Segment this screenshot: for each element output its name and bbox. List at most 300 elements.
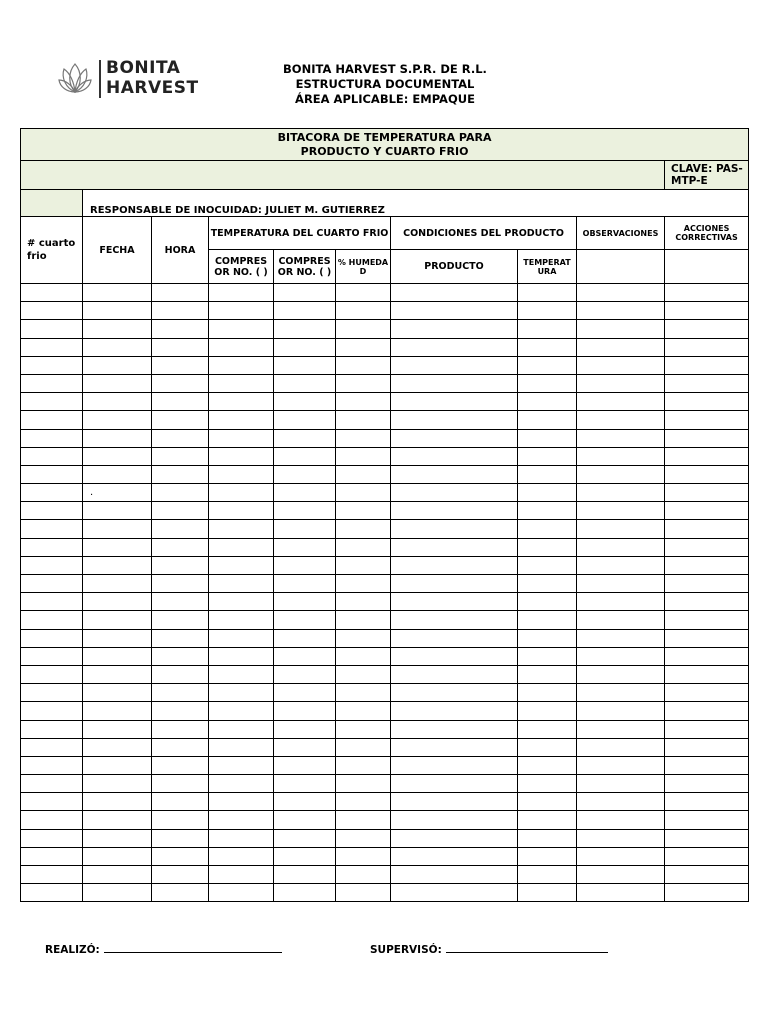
- cell-compressor-1[interactable]: [209, 302, 274, 320]
- cell-temperature[interactable]: [518, 356, 577, 374]
- cell-humidity[interactable]: [336, 738, 391, 756]
- cell-compressor-2[interactable]: [274, 793, 336, 811]
- cell-temperature[interactable]: [518, 811, 577, 829]
- cell-observations[interactable]: [577, 629, 665, 647]
- cell-cold-room[interactable]: [21, 374, 83, 392]
- cell-compressor-2[interactable]: [274, 847, 336, 865]
- cell-corrective-actions[interactable]: [665, 320, 749, 338]
- cell-observations[interactable]: [577, 884, 665, 902]
- cell-temperature[interactable]: [518, 374, 577, 392]
- cell-date[interactable]: [83, 720, 152, 738]
- cell-cold-room[interactable]: [21, 393, 83, 411]
- cell-time[interactable]: [152, 665, 209, 683]
- cell-observations[interactable]: [577, 320, 665, 338]
- cell-temperature[interactable]: [518, 284, 577, 302]
- cell-observations[interactable]: [577, 866, 665, 884]
- cell-compressor-2[interactable]: [274, 520, 336, 538]
- cell-compressor-2[interactable]: [274, 374, 336, 392]
- cell-corrective-actions[interactable]: [665, 684, 749, 702]
- cell-observations[interactable]: [577, 302, 665, 320]
- cell-time[interactable]: [152, 284, 209, 302]
- cell-compressor-1[interactable]: [209, 429, 274, 447]
- cell-product[interactable]: [391, 829, 518, 847]
- cell-compressor-1[interactable]: [209, 484, 274, 502]
- cell-date[interactable]: [83, 556, 152, 574]
- cell-observations[interactable]: [577, 647, 665, 665]
- cell-compressor-2[interactable]: [274, 829, 336, 847]
- cell-corrective-actions[interactable]: [665, 847, 749, 865]
- cell-compressor-2[interactable]: [274, 575, 336, 593]
- cell-corrective-actions[interactable]: [665, 793, 749, 811]
- cell-corrective-actions[interactable]: [665, 720, 749, 738]
- cell-temperature[interactable]: [518, 775, 577, 793]
- cell-compressor-1[interactable]: [209, 356, 274, 374]
- cell-compressor-2[interactable]: [274, 302, 336, 320]
- cell-product[interactable]: [391, 775, 518, 793]
- cell-date[interactable]: [83, 847, 152, 865]
- cell-temperature[interactable]: [518, 611, 577, 629]
- cell-time[interactable]: [152, 429, 209, 447]
- cell-compressor-1[interactable]: [209, 520, 274, 538]
- cell-temperature[interactable]: [518, 556, 577, 574]
- cell-date[interactable]: [83, 629, 152, 647]
- cell-cold-room[interactable]: [21, 447, 83, 465]
- cell-temperature[interactable]: [518, 847, 577, 865]
- cell-product[interactable]: [391, 465, 518, 483]
- cell-product[interactable]: [391, 538, 518, 556]
- cell-compressor-1[interactable]: [209, 447, 274, 465]
- cell-compressor-1[interactable]: [209, 284, 274, 302]
- cell-cold-room[interactable]: [21, 684, 83, 702]
- made-by-line[interactable]: [104, 942, 282, 953]
- cell-corrective-actions[interactable]: [665, 429, 749, 447]
- cell-compressor-2[interactable]: [274, 338, 336, 356]
- cell-humidity[interactable]: [336, 884, 391, 902]
- cell-product[interactable]: [391, 811, 518, 829]
- cell-compressor-1[interactable]: [209, 738, 274, 756]
- cell-corrective-actions[interactable]: [665, 338, 749, 356]
- cell-corrective-actions[interactable]: [665, 665, 749, 683]
- cell-humidity[interactable]: [336, 502, 391, 520]
- cell-cold-room[interactable]: [21, 593, 83, 611]
- cell-humidity[interactable]: [336, 775, 391, 793]
- cell-humidity[interactable]: [336, 756, 391, 774]
- cell-observations[interactable]: [577, 556, 665, 574]
- cell-compressor-1[interactable]: [209, 665, 274, 683]
- cell-temperature[interactable]: [518, 465, 577, 483]
- cell-temperature[interactable]: [518, 738, 577, 756]
- cell-observations[interactable]: [577, 702, 665, 720]
- cell-date[interactable]: [83, 338, 152, 356]
- cell-observations[interactable]: [577, 356, 665, 374]
- cell-compressor-1[interactable]: [209, 393, 274, 411]
- cell-time[interactable]: [152, 593, 209, 611]
- cell-observations[interactable]: [577, 538, 665, 556]
- cell-observations[interactable]: [577, 756, 665, 774]
- cell-observations[interactable]: [577, 829, 665, 847]
- cell-product[interactable]: [391, 320, 518, 338]
- cell-compressor-1[interactable]: [209, 866, 274, 884]
- cell-humidity[interactable]: [336, 665, 391, 683]
- cell-date[interactable]: [83, 702, 152, 720]
- cell-cold-room[interactable]: [21, 411, 83, 429]
- cell-cold-room[interactable]: [21, 356, 83, 374]
- cell-date[interactable]: [83, 520, 152, 538]
- cell-observations[interactable]: [577, 611, 665, 629]
- cell-compressor-1[interactable]: [209, 884, 274, 902]
- cell-compressor-1[interactable]: [209, 629, 274, 647]
- cell-corrective-actions[interactable]: [665, 465, 749, 483]
- cell-product[interactable]: [391, 793, 518, 811]
- cell-compressor-1[interactable]: [209, 756, 274, 774]
- cell-corrective-actions[interactable]: [665, 593, 749, 611]
- cell-temperature[interactable]: [518, 320, 577, 338]
- cell-time[interactable]: [152, 884, 209, 902]
- cell-cold-room[interactable]: [21, 484, 83, 502]
- cell-observations[interactable]: [577, 775, 665, 793]
- cell-observations[interactable]: [577, 502, 665, 520]
- cell-humidity[interactable]: [336, 356, 391, 374]
- cell-cold-room[interactable]: [21, 520, 83, 538]
- cell-corrective-actions[interactable]: [665, 738, 749, 756]
- cell-temperature[interactable]: [518, 302, 577, 320]
- cell-corrective-actions[interactable]: [665, 520, 749, 538]
- cell-time[interactable]: [152, 502, 209, 520]
- cell-cold-room[interactable]: [21, 756, 83, 774]
- cell-product[interactable]: [391, 411, 518, 429]
- cell-time[interactable]: [152, 356, 209, 374]
- cell-temperature[interactable]: [518, 866, 577, 884]
- cell-date[interactable]: [83, 811, 152, 829]
- cell-product[interactable]: [391, 338, 518, 356]
- cell-time[interactable]: [152, 611, 209, 629]
- cell-cold-room[interactable]: [21, 738, 83, 756]
- cell-date[interactable]: [83, 374, 152, 392]
- cell-time[interactable]: [152, 829, 209, 847]
- cell-observations[interactable]: [577, 447, 665, 465]
- cell-temperature[interactable]: [518, 829, 577, 847]
- cell-time[interactable]: [152, 720, 209, 738]
- cell-date[interactable]: [83, 393, 152, 411]
- cell-cold-room[interactable]: [21, 866, 83, 884]
- cell-product[interactable]: [391, 302, 518, 320]
- cell-date[interactable]: [83, 538, 152, 556]
- cell-observations[interactable]: [577, 484, 665, 502]
- cell-time[interactable]: [152, 556, 209, 574]
- cell-corrective-actions[interactable]: [665, 393, 749, 411]
- cell-time[interactable]: [152, 629, 209, 647]
- cell-observations[interactable]: [577, 847, 665, 865]
- cell-corrective-actions[interactable]: [665, 374, 749, 392]
- cell-product[interactable]: [391, 393, 518, 411]
- cell-humidity[interactable]: [336, 302, 391, 320]
- cell-observations[interactable]: [577, 338, 665, 356]
- cell-observations[interactable]: [577, 465, 665, 483]
- cell-temperature[interactable]: [518, 756, 577, 774]
- cell-cold-room[interactable]: [21, 702, 83, 720]
- cell-date[interactable]: [83, 411, 152, 429]
- cell-humidity[interactable]: [336, 684, 391, 702]
- cell-time[interactable]: [152, 866, 209, 884]
- cell-corrective-actions[interactable]: [665, 756, 749, 774]
- cell-time[interactable]: [152, 738, 209, 756]
- cell-compressor-1[interactable]: [209, 538, 274, 556]
- cell-humidity[interactable]: [336, 520, 391, 538]
- cell-product[interactable]: [391, 684, 518, 702]
- cell-cold-room[interactable]: [21, 720, 83, 738]
- cell-product[interactable]: [391, 575, 518, 593]
- cell-observations[interactable]: [577, 575, 665, 593]
- cell-date[interactable]: [83, 356, 152, 374]
- cell-product[interactable]: [391, 884, 518, 902]
- cell-compressor-1[interactable]: [209, 556, 274, 574]
- cell-date[interactable]: [83, 884, 152, 902]
- cell-product[interactable]: [391, 611, 518, 629]
- cell-compressor-1[interactable]: [209, 793, 274, 811]
- cell-compressor-1[interactable]: [209, 575, 274, 593]
- cell-time[interactable]: [152, 756, 209, 774]
- cell-observations[interactable]: [577, 393, 665, 411]
- cell-date[interactable]: [83, 665, 152, 683]
- cell-product[interactable]: [391, 647, 518, 665]
- cell-temperature[interactable]: [518, 429, 577, 447]
- cell-product[interactable]: [391, 665, 518, 683]
- cell-time[interactable]: [152, 575, 209, 593]
- cell-corrective-actions[interactable]: [665, 411, 749, 429]
- cell-corrective-actions[interactable]: [665, 884, 749, 902]
- cell-temperature[interactable]: [518, 720, 577, 738]
- cell-corrective-actions[interactable]: [665, 811, 749, 829]
- cell-compressor-2[interactable]: [274, 429, 336, 447]
- cell-compressor-2[interactable]: [274, 811, 336, 829]
- cell-observations[interactable]: [577, 593, 665, 611]
- cell-cold-room[interactable]: [21, 302, 83, 320]
- cell-temperature[interactable]: [518, 593, 577, 611]
- cell-compressor-2[interactable]: [274, 538, 336, 556]
- cell-time[interactable]: [152, 302, 209, 320]
- cell-product[interactable]: [391, 720, 518, 738]
- cell-humidity[interactable]: [336, 538, 391, 556]
- cell-humidity[interactable]: [336, 647, 391, 665]
- cell-date[interactable]: [83, 302, 152, 320]
- cell-compressor-2[interactable]: [274, 647, 336, 665]
- cell-compressor-2[interactable]: [274, 465, 336, 483]
- cell-temperature[interactable]: [518, 575, 577, 593]
- cell-compressor-1[interactable]: [209, 320, 274, 338]
- cell-corrective-actions[interactable]: [665, 447, 749, 465]
- cell-time[interactable]: [152, 411, 209, 429]
- cell-compressor-1[interactable]: [209, 829, 274, 847]
- cell-humidity[interactable]: [336, 484, 391, 502]
- cell-temperature[interactable]: [518, 884, 577, 902]
- cell-product[interactable]: [391, 429, 518, 447]
- cell-compressor-2[interactable]: [274, 756, 336, 774]
- cell-product[interactable]: [391, 738, 518, 756]
- cell-humidity[interactable]: [336, 829, 391, 847]
- cell-humidity[interactable]: [336, 575, 391, 593]
- cell-time[interactable]: [152, 847, 209, 865]
- cell-corrective-actions[interactable]: [665, 502, 749, 520]
- cell-time[interactable]: [152, 702, 209, 720]
- cell-cold-room[interactable]: [21, 611, 83, 629]
- cell-compressor-1[interactable]: [209, 593, 274, 611]
- cell-temperature[interactable]: [518, 793, 577, 811]
- cell-temperature[interactable]: [518, 647, 577, 665]
- cell-corrective-actions[interactable]: [665, 829, 749, 847]
- cell-date[interactable]: [83, 829, 152, 847]
- cell-compressor-2[interactable]: [274, 775, 336, 793]
- cell-humidity[interactable]: [336, 338, 391, 356]
- cell-temperature[interactable]: [518, 520, 577, 538]
- cell-compressor-1[interactable]: [209, 702, 274, 720]
- cell-humidity[interactable]: [336, 702, 391, 720]
- cell-cold-room[interactable]: [21, 793, 83, 811]
- cell-observations[interactable]: [577, 738, 665, 756]
- cell-cold-room[interactable]: [21, 811, 83, 829]
- cell-observations[interactable]: [577, 720, 665, 738]
- cell-compressor-2[interactable]: [274, 502, 336, 520]
- cell-cold-room[interactable]: [21, 338, 83, 356]
- cell-product[interactable]: [391, 502, 518, 520]
- cell-product[interactable]: [391, 866, 518, 884]
- cell-cold-room[interactable]: [21, 465, 83, 483]
- cell-cold-room[interactable]: [21, 284, 83, 302]
- cell-corrective-actions[interactable]: [665, 556, 749, 574]
- cell-corrective-actions[interactable]: [665, 284, 749, 302]
- cell-compressor-2[interactable]: [274, 611, 336, 629]
- cell-time[interactable]: [152, 775, 209, 793]
- cell-corrective-actions[interactable]: [665, 575, 749, 593]
- cell-compressor-2[interactable]: [274, 593, 336, 611]
- cell-cold-room[interactable]: [21, 884, 83, 902]
- cell-temperature[interactable]: [518, 629, 577, 647]
- cell-time[interactable]: [152, 520, 209, 538]
- cell-compressor-2[interactable]: [274, 320, 336, 338]
- cell-compressor-2[interactable]: [274, 665, 336, 683]
- cell-compressor-2[interactable]: [274, 411, 336, 429]
- cell-cold-room[interactable]: [21, 575, 83, 593]
- cell-compressor-1[interactable]: [209, 611, 274, 629]
- cell-compressor-1[interactable]: [209, 411, 274, 429]
- cell-compressor-2[interactable]: [274, 702, 336, 720]
- cell-date[interactable]: [83, 611, 152, 629]
- cell-observations[interactable]: [577, 520, 665, 538]
- cell-corrective-actions[interactable]: [665, 647, 749, 665]
- cell-date[interactable]: [83, 575, 152, 593]
- cell-compressor-1[interactable]: [209, 647, 274, 665]
- cell-date[interactable]: [83, 429, 152, 447]
- cell-corrective-actions[interactable]: [665, 866, 749, 884]
- cell-cold-room[interactable]: [21, 320, 83, 338]
- cell-compressor-2[interactable]: [274, 866, 336, 884]
- cell-date[interactable]: [83, 866, 152, 884]
- cell-date[interactable]: [83, 738, 152, 756]
- cell-product[interactable]: [391, 593, 518, 611]
- cell-time[interactable]: [152, 393, 209, 411]
- cell-humidity[interactable]: [336, 447, 391, 465]
- cell-humidity[interactable]: [336, 866, 391, 884]
- cell-product[interactable]: [391, 520, 518, 538]
- cell-temperature[interactable]: [518, 447, 577, 465]
- cell-cold-room[interactable]: [21, 538, 83, 556]
- cell-compressor-2[interactable]: [274, 884, 336, 902]
- cell-observations[interactable]: [577, 411, 665, 429]
- cell-compressor-1[interactable]: [209, 720, 274, 738]
- cell-time[interactable]: [152, 374, 209, 392]
- cell-compressor-2[interactable]: [274, 738, 336, 756]
- cell-observations[interactable]: [577, 665, 665, 683]
- cell-humidity[interactable]: [336, 284, 391, 302]
- cell-time[interactable]: [152, 465, 209, 483]
- cell-time[interactable]: [152, 793, 209, 811]
- cell-product[interactable]: [391, 374, 518, 392]
- cell-time[interactable]: [152, 647, 209, 665]
- cell-date[interactable]: [83, 793, 152, 811]
- cell-compressor-2[interactable]: [274, 284, 336, 302]
- cell-humidity[interactable]: [336, 720, 391, 738]
- cell-observations[interactable]: [577, 429, 665, 447]
- cell-time[interactable]: [152, 338, 209, 356]
- cell-cold-room[interactable]: [21, 556, 83, 574]
- cell-product[interactable]: [391, 484, 518, 502]
- cell-date[interactable]: [83, 775, 152, 793]
- cell-corrective-actions[interactable]: [665, 702, 749, 720]
- cell-product[interactable]: [391, 756, 518, 774]
- cell-humidity[interactable]: [336, 556, 391, 574]
- supervised-by-line[interactable]: [446, 942, 608, 953]
- cell-temperature[interactable]: [518, 538, 577, 556]
- cell-date[interactable]: [83, 465, 152, 483]
- cell-date[interactable]: [83, 647, 152, 665]
- cell-temperature[interactable]: [518, 484, 577, 502]
- cell-humidity[interactable]: [336, 374, 391, 392]
- cell-cold-room[interactable]: [21, 847, 83, 865]
- cell-compressor-2[interactable]: [274, 556, 336, 574]
- cell-temperature[interactable]: [518, 684, 577, 702]
- cell-product[interactable]: [391, 284, 518, 302]
- cell-compressor-1[interactable]: [209, 684, 274, 702]
- cell-cold-room[interactable]: [21, 665, 83, 683]
- cell-compressor-1[interactable]: [209, 811, 274, 829]
- cell-humidity[interactable]: [336, 429, 391, 447]
- cell-date[interactable]: [83, 320, 152, 338]
- cell-observations[interactable]: [577, 793, 665, 811]
- cell-time[interactable]: [152, 811, 209, 829]
- cell-compressor-2[interactable]: [274, 447, 336, 465]
- cell-temperature[interactable]: [518, 393, 577, 411]
- cell-cold-room[interactable]: [21, 629, 83, 647]
- cell-cold-room[interactable]: [21, 775, 83, 793]
- cell-corrective-actions[interactable]: [665, 629, 749, 647]
- cell-temperature[interactable]: [518, 411, 577, 429]
- cell-time[interactable]: [152, 538, 209, 556]
- cell-product[interactable]: [391, 629, 518, 647]
- cell-temperature[interactable]: [518, 502, 577, 520]
- cell-compressor-1[interactable]: [209, 847, 274, 865]
- cell-humidity[interactable]: [336, 811, 391, 829]
- cell-humidity[interactable]: [336, 411, 391, 429]
- cell-cold-room[interactable]: [21, 829, 83, 847]
- cell-humidity[interactable]: [336, 320, 391, 338]
- cell-compressor-1[interactable]: [209, 502, 274, 520]
- cell-corrective-actions[interactable]: [665, 775, 749, 793]
- cell-compressor-1[interactable]: [209, 338, 274, 356]
- cell-compressor-2[interactable]: [274, 720, 336, 738]
- cell-date[interactable]: [83, 756, 152, 774]
- cell-time[interactable]: [152, 484, 209, 502]
- cell-date[interactable]: [83, 684, 152, 702]
- cell-cold-room[interactable]: [21, 647, 83, 665]
